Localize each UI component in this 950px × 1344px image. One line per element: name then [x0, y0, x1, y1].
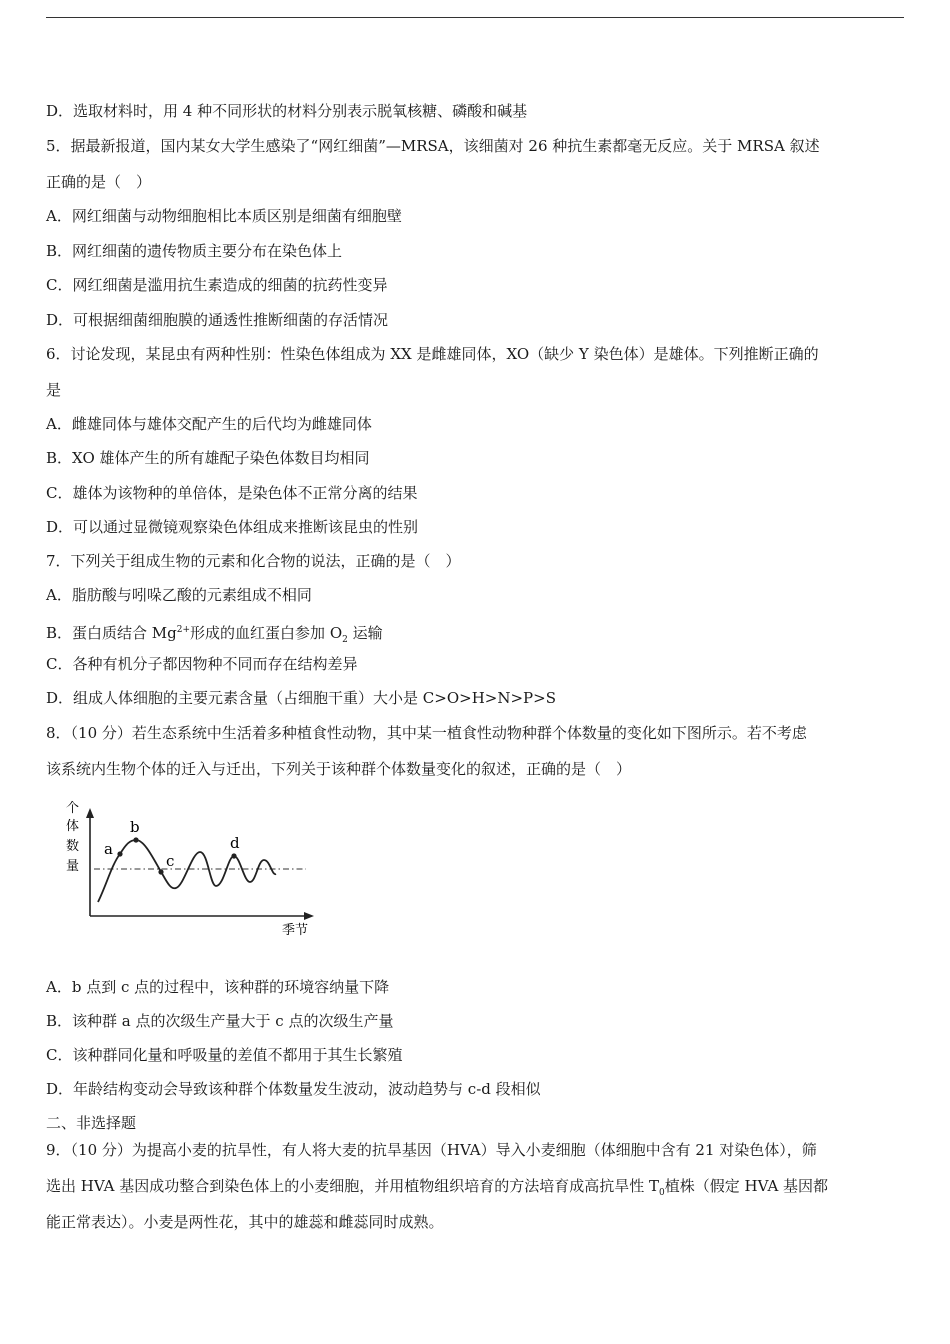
q9-stem-2	[46, 1176, 828, 1203]
q8-stem-1: 8．（10 分）若生态系统中生活着多种植食性动物，其中某一植食性动物种群个体数量的变化如下图所示。若不考虑	[46, 724, 807, 742]
q6-option-d: D．可以通过显微镜观察染色体组成来推断该昆虫的性别	[46, 518, 419, 536]
label-b: b	[130, 818, 140, 836]
label-c: c	[166, 852, 175, 870]
label-a: a	[104, 840, 113, 858]
q8-stem-2: 该系统内生物个体的迁入与迁出，下列关于该种群个体数量变化的叙述，正确的是（ ）	[46, 760, 632, 778]
q9b-part2: 植株（假定 HVA 基因都	[664, 1177, 829, 1195]
q9-stem-3: 能正常表达）。小麦是两性花，其中的雄蕊和雌蕊同时成熟。	[46, 1213, 444, 1231]
q7-option-b	[46, 620, 383, 650]
q8-option-b: B．该种群 a 点的次级生产量大于 c 点的次级生产量	[46, 1012, 394, 1030]
q9b-sub: 0	[659, 1188, 665, 1198]
q7-option-c: C．各种有机分子都因物种不同而存在结构差异	[46, 655, 358, 673]
header-rule	[46, 17, 904, 18]
q7b-sup: 2+	[176, 625, 191, 635]
x-axis-arrow	[304, 912, 314, 920]
q7-option-d: D．组成人体细胞的主要元素含量（占细胞干重）大小是 C>O>H>N>P>S	[46, 689, 556, 707]
population-graph	[60, 798, 330, 943]
q6-stem-1: 6．讨论发现，某昆虫有两种性别：性染色体组成为 XX 是雌雄同体，XO（缺少 Y 染色体）是雄体。下列推断正确的	[46, 345, 819, 363]
q5-option-b: B．网红细菌的遗传物质主要分布在染色体上	[46, 242, 343, 260]
population-curve	[98, 840, 276, 902]
point-b	[133, 837, 138, 842]
q9-stem-1: 9．（10 分）为提高小麦的抗旱性，有人将大麦的抗旱基因（HVA）导入小麦细胞（体细胞中含有 21 对染色体），筛	[46, 1141, 817, 1159]
label-d: d	[230, 834, 240, 852]
q7b-sub: 2	[342, 635, 348, 645]
y-label-char-1: 个	[66, 801, 80, 816]
q8-option-c: C．该种群同化量和呼吸量的差值不都用于其生长繁殖	[46, 1046, 403, 1064]
q6-option-a: A．雌雄同体与雄体交配产生的后代均为雌雄同体	[46, 415, 372, 433]
section-heading: 二、非选择题	[46, 1114, 137, 1132]
q7-option-a: A．脂肪酸与吲哚乙酸的元素组成不相同	[46, 586, 312, 604]
q6-option-b: B．XO 雄体产生的所有雄配子染色体数目均相同	[46, 449, 370, 467]
point-c	[158, 869, 163, 874]
q9b-part1: 选出 HVA 基因成功整合到染色体上的小麦细胞，并用植物组织培育的方法培育成高抗旱性 T	[46, 1177, 660, 1195]
x-label: 季节	[282, 923, 309, 938]
q4-option-d: D．选取材料时，用 4 种不同形状的材料分别表示脱氧核糖、磷酸和碱基	[46, 102, 528, 120]
q7-stem: 7．下列关于组成生物的元素和化合物的说法，正确的是（ ）	[46, 552, 461, 570]
q5-option-d: D．可根据细菌细胞膜的通透性推断细菌的存活情况	[46, 311, 389, 329]
y-label-char-4: 量	[66, 859, 80, 874]
q7b-part2: 形成的血红蛋白参加 O	[190, 624, 343, 642]
q5-option-a: A．网红细菌与动物细胞相比本质区别是细菌有细胞壁	[46, 207, 402, 225]
y-label-char-3: 数	[66, 839, 80, 854]
point-d	[231, 853, 236, 858]
q5-stem-2: 正确的是（ ）	[46, 173, 152, 191]
y-label-char-2: 体	[66, 819, 80, 834]
q5-stem-1: 5．据最新报道，国内某女大学生感染了“网红细菌”—MRSA，该细菌对 26 种抗生素都毫无反应。关于 MRSA 叙述	[46, 137, 820, 155]
q8-option-a: A．b 点到 c 点的过程中，该种群的环境容纳量下降	[46, 978, 390, 996]
q5-option-c: C．网红细菌是滥用抗生素造成的细菌的抗药性变异	[46, 276, 388, 294]
q6-option-c: C．雄体为该物种的单倍体，是染色体不正常分离的结果	[46, 484, 418, 502]
y-axis-arrow	[86, 808, 94, 818]
q7b-part3: 运输	[347, 624, 383, 642]
q7b-part1: B．蛋白质结合 Mg	[46, 624, 177, 642]
point-a	[117, 851, 122, 856]
q8-option-d: D．年龄结构变动会导致该种群个体数量发生波动，波动趋势与 c-d 段相似	[46, 1080, 541, 1098]
q6-stem-2: 是	[46, 381, 62, 399]
